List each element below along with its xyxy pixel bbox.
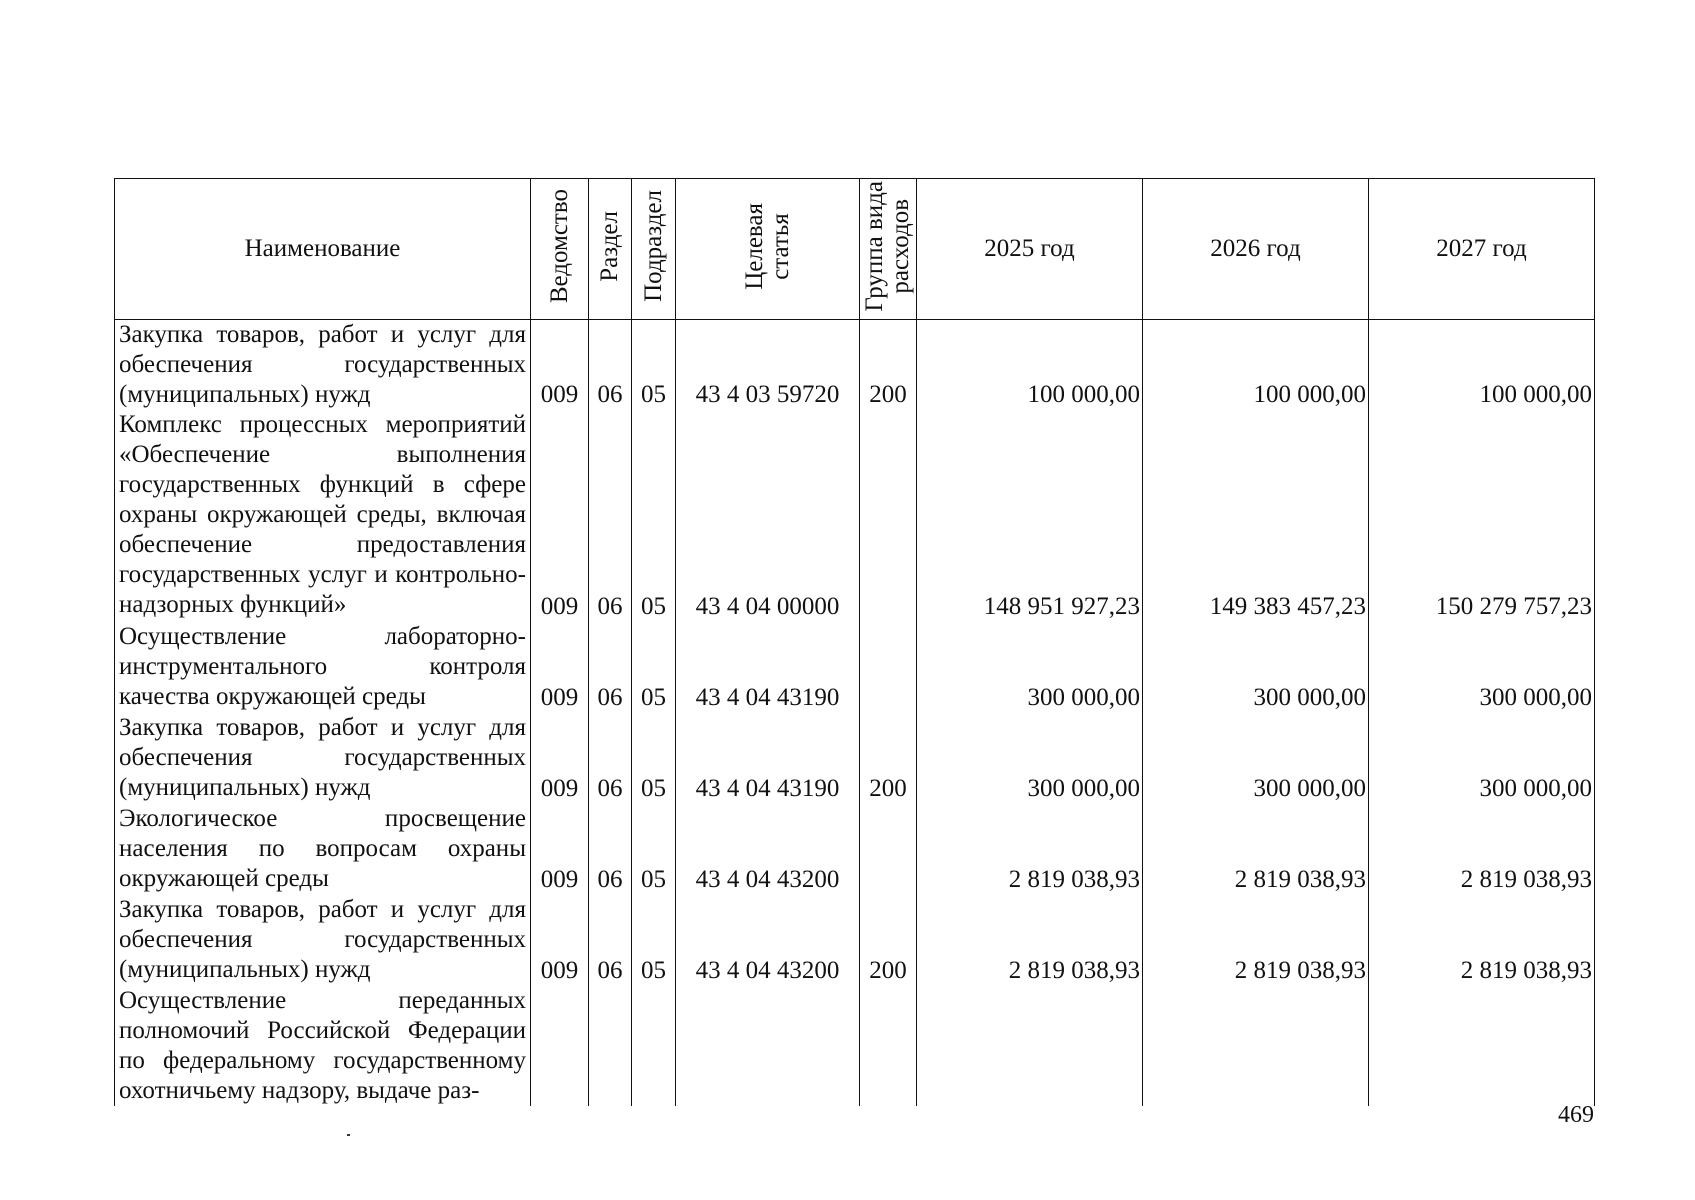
row-vedomstvo: 009: [531, 713, 589, 804]
row-2027: 300 000,00: [1369, 713, 1595, 804]
row-celevaya: 43 4 03 59720: [676, 320, 860, 411]
row-gruppa: 200: [860, 320, 917, 411]
row-2025: [917, 986, 1143, 1106]
row-2027: 2 819 038,93: [1369, 895, 1595, 986]
row-2025: 100 000,00: [917, 320, 1143, 411]
budget-table: [114, 178, 1595, 1106]
row-2025: 2 819 038,93: [917, 804, 1143, 895]
table-row: [115, 804, 1595, 895]
row-2027: 150 279 757,23: [1369, 410, 1595, 622]
header-gruppa: Группа вида расходов: [860, 179, 917, 320]
header-2026: 2026 год: [1143, 179, 1369, 320]
row-2026: 300 000,00: [1143, 622, 1369, 713]
row-celevaya: [676, 986, 860, 1106]
table-row: [115, 410, 1595, 622]
row-podrazdel: [632, 986, 676, 1106]
row-vedomstvo: 009: [531, 622, 589, 713]
row-razdel: 06: [589, 804, 632, 895]
row-celevaya: 43 4 04 00000: [676, 410, 860, 622]
row-podrazdel: 05: [632, 320, 676, 411]
row-2027: 2 819 038,93: [1369, 804, 1595, 895]
row-vedomstvo: [531, 986, 589, 1106]
row-gruppa: [860, 622, 917, 713]
row-podrazdel: 05: [632, 804, 676, 895]
row-2025: 300 000,00: [917, 622, 1143, 713]
row-podrazdel: 05: [632, 622, 676, 713]
row-gruppa: 200: [860, 895, 917, 986]
table-row: [115, 895, 1595, 986]
row-name: Комплекс процессных мероприятий «Обеспечение выполнения государственных функций в сфере охраны окружающей среды, включая обеспечение предоставления государственных услуг и контрольно-надзорных функций»: [115, 410, 531, 622]
row-gruppa: [860, 986, 917, 1106]
row-podrazdel: 05: [632, 410, 676, 622]
header-celevaya: Целевая статья: [676, 179, 860, 320]
row-vedomstvo: 009: [531, 410, 589, 622]
row-razdel: 06: [589, 410, 632, 622]
row-razdel: 06: [589, 895, 632, 986]
row-gruppa: 200: [860, 713, 917, 804]
row-podrazdel: 05: [632, 895, 676, 986]
header-2027: 2027 год: [1369, 179, 1595, 320]
table-row: [115, 320, 1595, 411]
row-gruppa: [860, 804, 917, 895]
row-vedomstvo: 009: [531, 895, 589, 986]
header-name: Наименование: [115, 179, 531, 320]
row-2026: 149 383 457,23: [1143, 410, 1369, 622]
row-2026: 2 819 038,93: [1143, 895, 1369, 986]
header-2025: 2025 год: [917, 179, 1143, 320]
row-name: Экологическое просвещение населения по вопросам охраны окружающей среды: [115, 804, 531, 895]
header-podrazdel: Подраздел: [632, 179, 676, 320]
header-razdel: Раздел: [589, 179, 632, 320]
row-vedomstvo: 009: [531, 804, 589, 895]
page-number: 469: [1558, 1102, 1594, 1128]
row-celevaya: 43 4 04 43190: [676, 713, 860, 804]
row-2026: 100 000,00: [1143, 320, 1369, 411]
row-celevaya: 43 4 04 43200: [676, 895, 860, 986]
row-razdel: 06: [589, 622, 632, 713]
row-2026: [1143, 986, 1369, 1106]
row-2025: 300 000,00: [917, 713, 1143, 804]
table-row: [115, 986, 1595, 1106]
row-razdel: [589, 986, 632, 1106]
row-2027: [1369, 986, 1595, 1106]
row-podrazdel: 05: [632, 713, 676, 804]
row-name: Осуществление переданных полномочий Российской Федерации по федеральному государственному охотничьему надзору, выдаче раз-: [115, 986, 531, 1106]
row-gruppa: [860, 410, 917, 622]
row-2027: 100 000,00: [1369, 320, 1595, 411]
row-2026: 2 819 038,93: [1143, 804, 1369, 895]
row-name: Закупка товаров, работ и услуг для обеспечения государственных (муниципальных) нужд: [115, 713, 531, 804]
row-2025: 2 819 038,93: [917, 895, 1143, 986]
table-header-row: [115, 179, 1595, 320]
row-razdel: 06: [589, 713, 632, 804]
header-vedomstvo: Ведомство: [531, 179, 589, 320]
row-razdel: 06: [589, 320, 632, 411]
row-celevaya: 43 4 04 43200: [676, 804, 860, 895]
row-celevaya: 43 4 04 43190: [676, 622, 860, 713]
row-2027: 300 000,00: [1369, 622, 1595, 713]
row-2026: 300 000,00: [1143, 713, 1369, 804]
row-vedomstvo: 009: [531, 320, 589, 411]
row-2025: 148 951 927,23: [917, 410, 1143, 622]
table-row: [115, 622, 1595, 713]
row-name: Закупка товаров, работ и услуг для обеспечения государственных (муниципальных) нужд: [115, 320, 531, 411]
row-name: Осуществление лабораторно-инструментального контроля качества окружающей среды: [115, 622, 531, 713]
scan-speck: [347, 1134, 350, 1136]
row-name: Закупка товаров, работ и услуг для обеспечения государственных (муниципальных) нужд: [115, 895, 531, 986]
table-row: [115, 713, 1595, 804]
